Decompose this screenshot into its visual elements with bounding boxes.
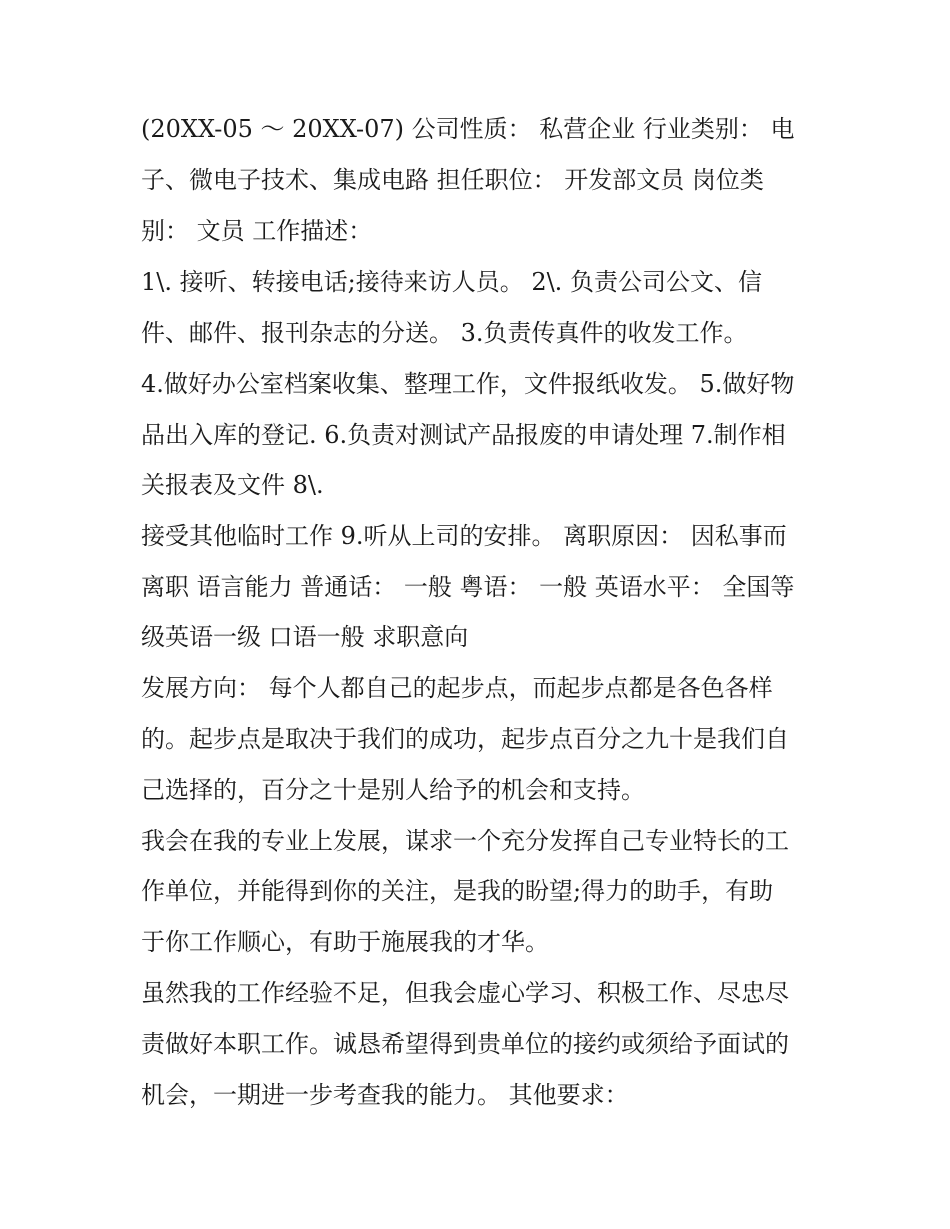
text-line: 接受其他临时工作 9.听从上司的安排。 离职原因： 因私事而	[141, 522, 787, 550]
text-line: 于你工作顺心，有助于施展我的才华。	[141, 928, 549, 956]
text-line: 的。起步点是取决于我们的成功，起步点百分之九十是我们自	[141, 725, 789, 753]
text-line: 件、邮件、报刊杂志的分送。 3.负责传真件的收发工作。	[141, 319, 748, 347]
text-line: 作单位，并能得到你的关注，是我的盼望;得力的助手，有助	[141, 877, 774, 905]
text-line: 别： 文员 工作描述：	[141, 217, 373, 245]
text-line: 机会，一期进一步考查我的能力。 其他要求：	[141, 1081, 629, 1109]
text-line: 发展方向： 每个人都自己的起步点，而起步点都是各色各样	[141, 674, 773, 702]
text-line: (20XX-05 ～ 20XX-07) 公司性质： 私营企业 行业类别： 电	[141, 115, 795, 143]
text-line: 责做好本职工作。诚恳希望得到贵单位的接约或须给予面试的	[141, 1030, 789, 1058]
text-line: 离职 语言能力 普通话： 一般 粤语： 一般 英语水平： 全国等	[141, 573, 795, 601]
text-line: 己选择的，百分之十是别人给予的机会和支持。	[141, 776, 645, 804]
text-line: 虽然我的工作经验不足，但我会虚心学习、积极工作、尽忠尽	[141, 979, 789, 1007]
text-line: 我会在我的专业上发展，谋求一个充分发挥自己专业特长的工	[141, 827, 789, 855]
text-line: 级英语一级 口语一般 求职意向	[141, 623, 469, 651]
text-line: 子、微电子技术、集成电路 担任职位： 开发部文员 岗位类	[141, 166, 764, 194]
text-line: 1\. 接听、转接电话;接待来访人员。 2\. 负责公司公文、信	[141, 268, 762, 296]
text-line: 品出入库的登记. 6.负责对测试产品报废的申请处理 7.制作相	[141, 421, 786, 449]
text-line: 4.做好办公室档案收集、整理工作，文件报纸收发。 5.做好物	[141, 370, 795, 398]
text-line: 关报表及文件 8\.	[141, 471, 324, 499]
